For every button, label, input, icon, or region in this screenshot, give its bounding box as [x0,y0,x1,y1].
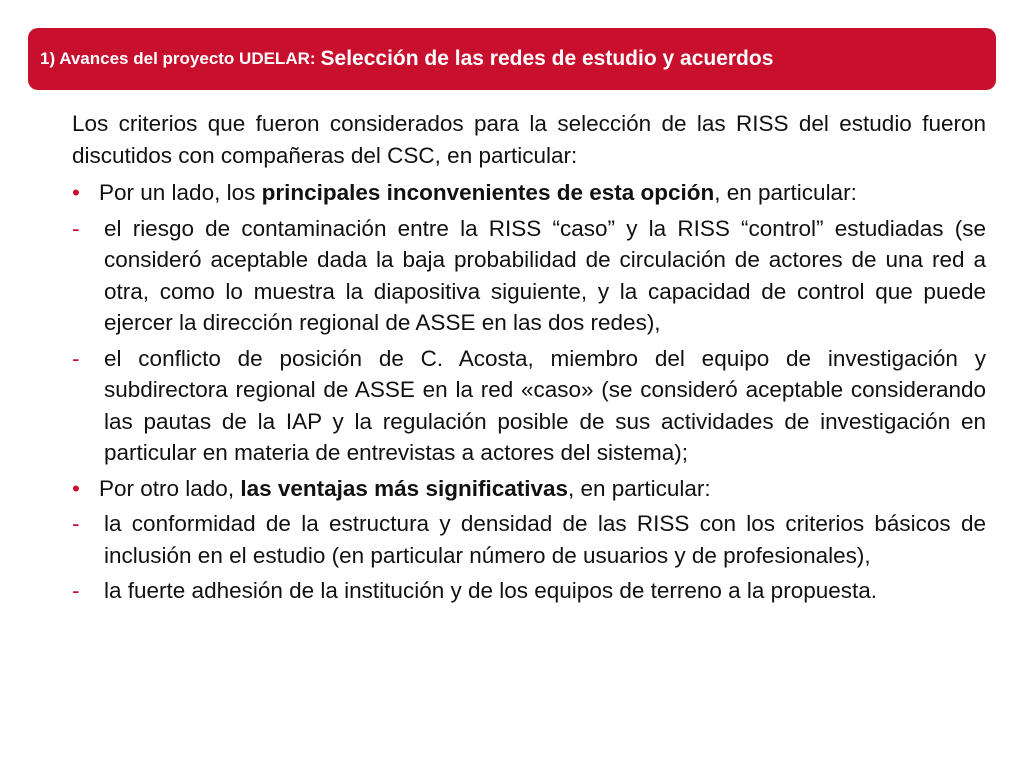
dash-item-text: el riesgo de contaminación entre la RISS “caso” y la RISS “control” estudiadas (se consideró aceptable dada la baja probabilidad de circulación de actores de una red a otra, como lo muestra la diapositiva siguiente, y la capacidad de control que puede ejercer la dirección regional de ASSE en las dos redes), [104,215,986,335]
dash-item-adhesion [72,575,986,607]
bullet-marker: • [72,180,80,205]
bullet-lead: Por otro lado, [99,475,241,501]
slide-title: Selección de las redes de estudio y acuerdos [320,47,774,70]
bullet-text [99,177,986,209]
dash-item-conflicto [72,343,986,469]
slide-title-bar [28,28,996,90]
bullet-tail: , en particular: [568,475,711,501]
dash-marker: - [72,511,80,536]
bullet-lead: Por un lado, los [99,180,262,205]
intro-paragraph: Los criterios que fueron considerados para la selección de las RISS del estudio fueron discutidos con compañeras del CSC, en particular: [72,111,986,168]
title-prefix: 1) Avances del proyecto UDELAR: [40,49,316,68]
slide-body [72,108,986,607]
dash-marker: - [72,578,80,603]
dash-item-text: el conflicto de posición de C. Acosta, miembro del equipo de investigación y subdirectora regional de ASSE en la red «caso» (se consideró aceptable considerando las pautas de la IAP y la regulación posible de sus actividades de investigación en particular en materia de entrevistas a actores del sistema); [104,345,986,465]
dash-marker: - [72,345,80,371]
bullet-bold: principales inconvenientes de esta opción [261,180,715,205]
bullet-marker: • [72,475,80,501]
bullet-bold: las ventajas más significativas [240,475,569,501]
dash-item-conformidad [72,508,986,571]
bullet-inconvenientes [72,177,986,209]
dash-item-text: la fuerte adhesión de la institución y de los equipos de terreno a la propuesta. [104,578,878,603]
bullet-text [99,473,986,505]
bullet-tail: , en particular: [714,180,857,205]
dash-marker: - [72,215,80,241]
bullet-ventajas [72,473,986,505]
dash-item-riesgo [72,213,986,339]
dash-item-text: la conformidad de la estructura y densidad de las RISS con los criterios básicos de inclusión en el estudio (en particular número de usuarios y de profesionales), [104,511,986,568]
